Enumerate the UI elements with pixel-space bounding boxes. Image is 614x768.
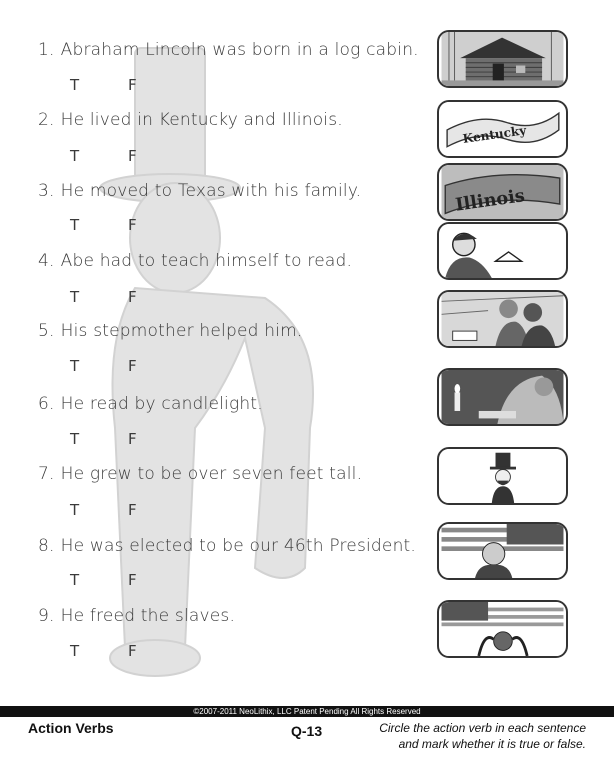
- illinois-banner-text: Illinois: [454, 185, 527, 216]
- true-option[interactable]: T: [70, 430, 80, 448]
- question-sentence: Abe had to teach himself to read.: [60, 251, 353, 271]
- question-1-text: [38, 40, 419, 60]
- question-6-text: [38, 394, 263, 414]
- president-with-flag-picture: [437, 522, 568, 580]
- false-option[interactable]: F: [128, 216, 137, 234]
- question-sentence: He read by candlelight.: [60, 394, 263, 414]
- true-option[interactable]: T: [70, 76, 80, 94]
- question-number: 5.: [38, 321, 55, 341]
- question-5-text: [38, 321, 302, 341]
- false-option[interactable]: F: [128, 571, 137, 589]
- true-option[interactable]: T: [70, 571, 80, 589]
- question-3-text: [38, 181, 361, 201]
- false-option[interactable]: F: [128, 642, 137, 660]
- boy-reading-picture: [437, 222, 568, 280]
- kentucky-banner-picture: [437, 100, 568, 158]
- question-number: 6.: [38, 394, 55, 414]
- false-option[interactable]: F: [128, 288, 137, 306]
- question-number: 9.: [38, 606, 55, 626]
- question-sentence: He was elected to be our 46th President.: [60, 536, 417, 556]
- worksheet-title: Action Verbs: [28, 720, 114, 736]
- log-cabin-picture: [437, 30, 568, 88]
- question-number: 4.: [38, 251, 55, 271]
- true-option[interactable]: T: [70, 501, 80, 519]
- candlelight-reading-picture: [437, 368, 568, 426]
- question-sentence: He moved to Texas with his family.: [60, 181, 362, 201]
- question-sentence: He grew to be over seven feet tall.: [60, 464, 363, 484]
- false-option[interactable]: F: [128, 501, 137, 519]
- question-4-text: [38, 251, 352, 271]
- question-9-text: [38, 606, 235, 626]
- false-option[interactable]: F: [128, 430, 137, 448]
- question-number: 8.: [38, 536, 55, 556]
- true-option[interactable]: T: [70, 357, 80, 375]
- question-sentence: He freed the slaves.: [60, 606, 236, 626]
- question-number: 2.: [38, 110, 55, 130]
- waving-flag-picture: [437, 600, 568, 658]
- kentucky-banner-text: Kentucky: [461, 123, 528, 146]
- worksheet-code: Q-13: [291, 723, 323, 739]
- true-option[interactable]: T: [70, 147, 80, 165]
- lincoln-top-hat-picture: [437, 447, 568, 505]
- question-number: 7.: [38, 464, 55, 484]
- true-option[interactable]: T: [70, 288, 80, 306]
- false-option[interactable]: F: [128, 357, 137, 375]
- true-option[interactable]: T: [70, 216, 80, 234]
- copyright-bar: ©2007-2011 NeoLithix, LLC Patent Pending All Rights Reserved: [0, 706, 614, 717]
- true-option[interactable]: T: [70, 642, 80, 660]
- false-option[interactable]: F: [128, 147, 137, 165]
- stepmother-and-boy-picture: [437, 290, 568, 348]
- question-sentence: His stepmother helped him.: [60, 321, 303, 341]
- false-option[interactable]: F: [128, 76, 137, 94]
- question-sentence: Abraham Lincoln was born in a log cabin.: [60, 40, 419, 60]
- question-7-text: [38, 464, 362, 484]
- question-sentence: He lived in Kentucky and Illinois.: [60, 110, 343, 130]
- question-number: 3.: [38, 181, 55, 201]
- question-8-text: [38, 536, 416, 556]
- question-number: 1.: [38, 40, 55, 60]
- illinois-banner-picture: [437, 163, 568, 221]
- question-2-text: [38, 110, 343, 130]
- worksheet-instruction: Circle the action verb in each sentence and mark whether it is true or false.: [379, 721, 586, 751]
